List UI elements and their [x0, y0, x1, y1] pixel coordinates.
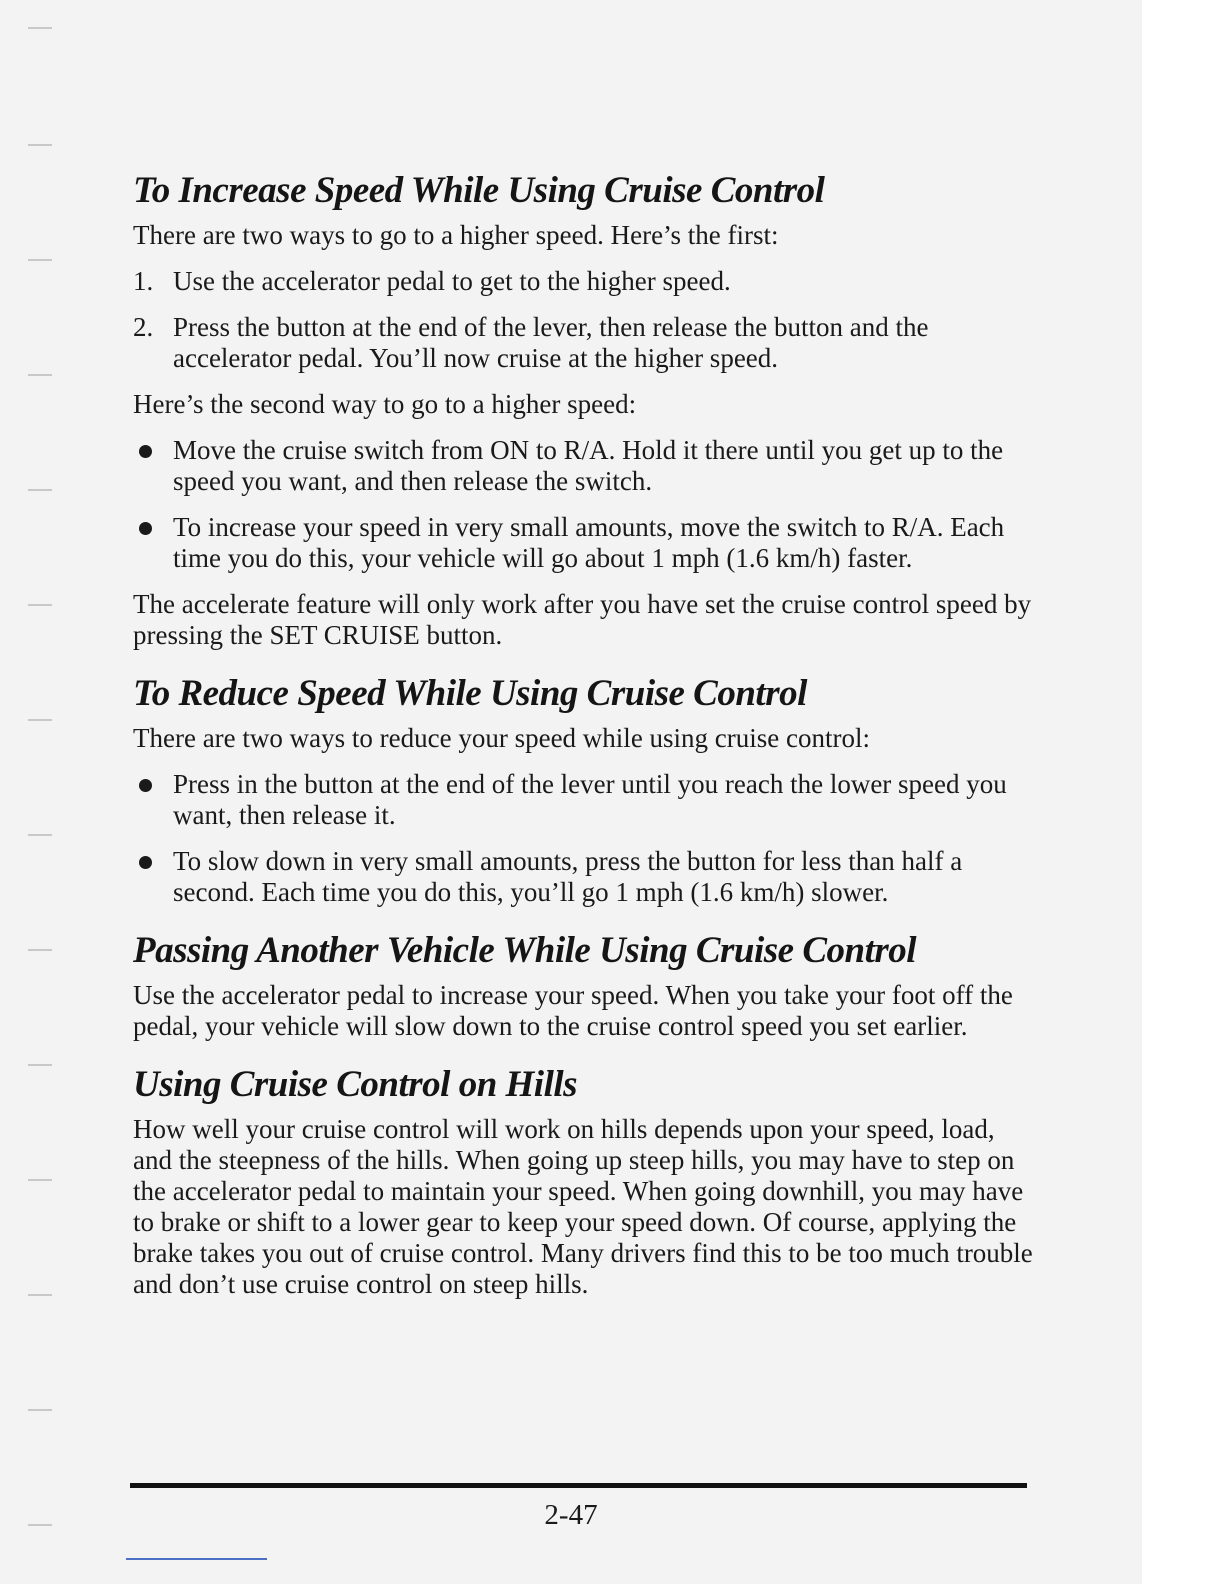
margin-tick [28, 834, 52, 836]
bullet-list [133, 435, 1033, 574]
section-note: The accelerate feature will only work after you have set the cruise control speed by pressing the SET CRUISE button. [133, 589, 1032, 650]
section-passing-vehicle [133, 928, 1033, 1042]
margin-tick [28, 374, 52, 376]
bullet-text: Press in the button at the end of the lever until you reach the lower speed you want, then release it. [173, 769, 1007, 830]
step-number: 2. [133, 312, 154, 342]
margin-tick [28, 949, 52, 951]
section-heading: Passing Another Vehicle While Using Cruise Control [133, 930, 917, 971]
margin-tick [28, 719, 52, 721]
section-intro: There are two ways to reduce your speed while using cruise control: [133, 723, 871, 753]
page-number: 2-47 [544, 1499, 598, 1531]
footer-divider [126, 1558, 267, 1560]
margin-tick [28, 1294, 52, 1296]
bullet-icon [139, 779, 152, 792]
section-heading: To Reduce Speed While Using Cruise Control [133, 673, 807, 714]
bullet-icon [139, 522, 152, 535]
section-heading: To Increase Speed While Using Cruise Control [133, 170, 825, 211]
list-item [133, 769, 1033, 831]
bullet-icon [139, 445, 152, 458]
page-content [133, 168, 1033, 1320]
section-body: How well your cruise control will work on hills depends upon your speed, load, and the steepness of the hills. When going up steep hills, you may have to step on the accelerator pedal to maintain your speed. When going downhill, you may have to brake or shift to a lower gear to keep your speed down. Of course, applying the brake takes you out of cruise control. Many drivers find this to be too much trouble and don’t use cruise control on steep hills. [133, 1114, 1033, 1299]
numbered-steps [133, 266, 1033, 374]
step-number: 1. [133, 266, 154, 296]
step-text: Use the accelerator pedal to get to the higher speed. [173, 266, 731, 296]
section-heading: Using Cruise Control on Hills [133, 1064, 578, 1105]
section-increase-speed [133, 168, 1033, 651]
margin-tick-marks [28, 0, 58, 1584]
bullet-text: To slow down in very small amounts, press the button for less than half a second. Each time you do this, you’ll go 1 mph (1.6 km/h) slower. [173, 846, 963, 907]
margin-tick [28, 27, 52, 29]
margin-tick [28, 144, 52, 146]
margin-tick [28, 489, 52, 491]
bullet-text: To increase your speed in very small amounts, move the switch to R/A. Each time you do this, your vehicle will go about 1 mph (1.6 km/h) faster. [173, 512, 1005, 573]
list-item [133, 846, 1033, 908]
section-intro: There are two ways to go to a higher speed. Here’s the first: [133, 220, 779, 250]
margin-tick [28, 1409, 52, 1411]
list-item [133, 512, 1033, 574]
margin-tick [28, 604, 52, 606]
margin-tick [28, 1064, 52, 1066]
margin-tick [28, 1179, 52, 1181]
bullet-icon [139, 856, 152, 869]
section-body: Use the accelerator pedal to increase your speed. When you take your foot off the pedal, your vehicle will slow down to the cruise control speed you set earlier. [133, 980, 1013, 1041]
bullet-text: Move the cruise switch from ON to R/A. Hold it there until you get up to the speed you want, and then release the switch. [173, 435, 1004, 496]
second-intro: Here’s the second way to go to a higher speed: [133, 389, 637, 419]
margin-tick [28, 259, 52, 261]
list-item [133, 435, 1033, 497]
list-item [133, 266, 1033, 297]
step-text: Press the button at the end of the lever, then release the button and the accelerator pedal. You’ll now cruise at the higher speed. [173, 312, 929, 373]
bullet-list [133, 769, 1033, 908]
list-item [133, 312, 1033, 374]
section-reduce-speed [133, 671, 1033, 908]
section-hills [133, 1062, 1033, 1300]
footer-rule [130, 1483, 1027, 1488]
